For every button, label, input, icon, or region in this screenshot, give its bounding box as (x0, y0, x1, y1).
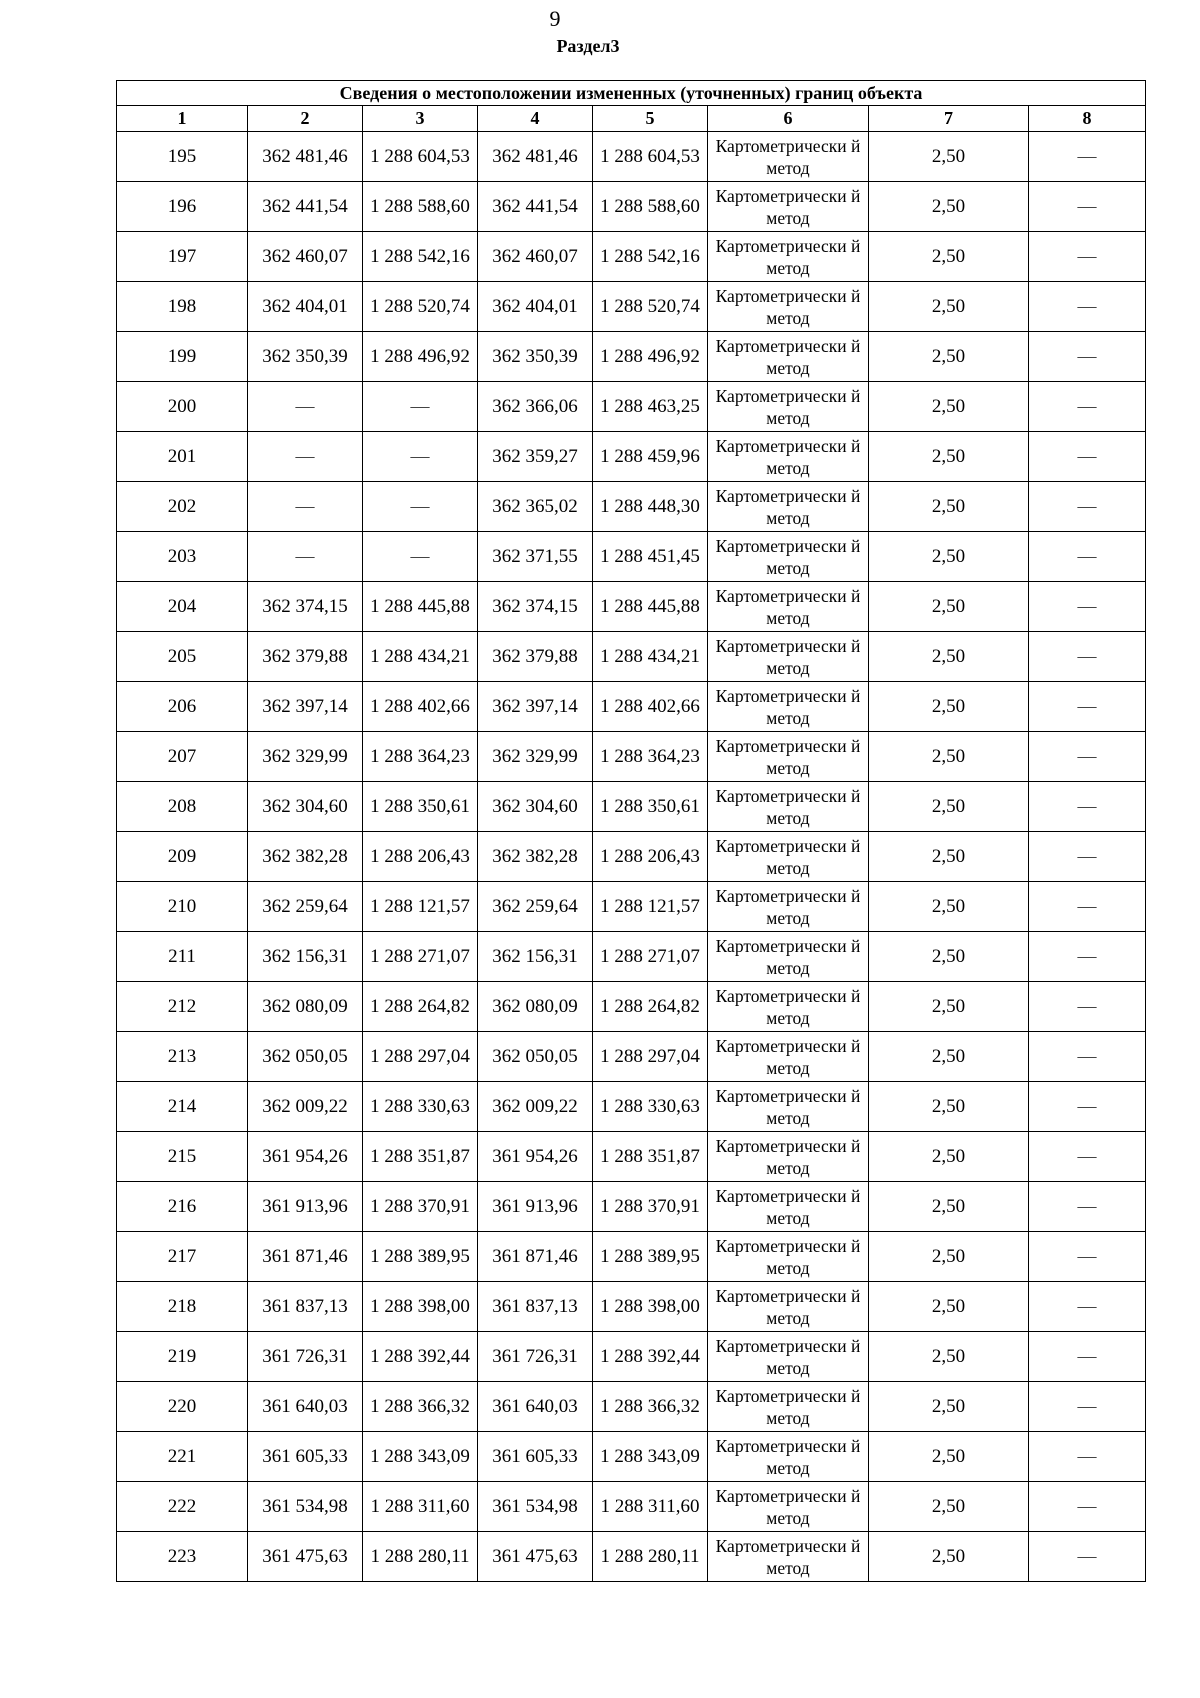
new-x-cell: 362 304,60 (478, 782, 593, 832)
point-number-cell: 200 (117, 382, 248, 432)
existing-x-cell: 361 640,03 (248, 1382, 363, 1432)
column-header: 5 (593, 106, 708, 132)
method-cell: Картометрически й метод (708, 1382, 869, 1432)
point-number-cell: 198 (117, 282, 248, 332)
existing-x-cell: — (248, 382, 363, 432)
accuracy-cell: 2,50 (869, 532, 1029, 582)
existing-y-cell: 1 288 330,63 (363, 1082, 478, 1132)
new-x-cell: 361 534,98 (478, 1482, 593, 1532)
method-cell: Картометрически й метод (708, 782, 869, 832)
new-x-cell: 362 374,15 (478, 582, 593, 632)
point-number-cell: 195 (117, 132, 248, 182)
description-cell: — (1029, 1132, 1146, 1182)
section-title: Раздел3 (556, 36, 620, 56)
point-number-cell: 206 (117, 682, 248, 732)
accuracy-cell: 2,50 (869, 1082, 1029, 1132)
existing-x-cell: — (248, 432, 363, 482)
accuracy-cell: 2,50 (869, 1182, 1029, 1232)
method-cell: Картометрически й метод (708, 732, 869, 782)
new-x-cell: 362 460,07 (478, 232, 593, 282)
description-cell: — (1029, 582, 1146, 632)
new-y-cell: 1 288 402,66 (593, 682, 708, 732)
new-y-cell: 1 288 271,07 (593, 932, 708, 982)
existing-y-cell: 1 288 398,00 (363, 1282, 478, 1332)
method-cell: Картометрически й метод (708, 882, 869, 932)
table-row (117, 482, 1146, 532)
description-cell: — (1029, 132, 1146, 182)
column-header: 2 (248, 106, 363, 132)
new-y-cell: 1 288 496,92 (593, 332, 708, 382)
existing-y-cell: — (363, 482, 478, 532)
new-x-cell: 361 837,13 (478, 1282, 593, 1332)
description-cell: — (1029, 1082, 1146, 1132)
method-cell: Картометрически й метод (708, 432, 869, 482)
existing-x-cell: 362 441,54 (248, 182, 363, 232)
method-cell: Картометрически й метод (708, 182, 869, 232)
new-x-cell: 361 726,31 (478, 1332, 593, 1382)
existing-y-cell: 1 288 280,11 (363, 1532, 478, 1582)
description-cell: — (1029, 882, 1146, 932)
new-y-cell: 1 288 206,43 (593, 832, 708, 882)
existing-x-cell: 361 913,96 (248, 1182, 363, 1232)
table-row (117, 1132, 1146, 1182)
existing-y-cell: 1 288 311,60 (363, 1482, 478, 1532)
accuracy-cell: 2,50 (869, 1332, 1029, 1382)
method-cell: Картометрически й метод (708, 132, 869, 182)
table-row (117, 1482, 1146, 1532)
existing-y-cell: 1 288 520,74 (363, 282, 478, 332)
description-cell: — (1029, 482, 1146, 532)
accuracy-cell: 2,50 (869, 582, 1029, 632)
new-x-cell: 362 329,99 (478, 732, 593, 782)
accuracy-cell: 2,50 (869, 232, 1029, 282)
column-header: 7 (869, 106, 1029, 132)
method-cell: Картометрически й метод (708, 1032, 869, 1082)
point-number-cell: 205 (117, 632, 248, 682)
existing-y-cell: 1 288 271,07 (363, 932, 478, 982)
table-row (117, 1082, 1146, 1132)
description-cell: — (1029, 282, 1146, 332)
new-y-cell: 1 288 366,32 (593, 1382, 708, 1432)
accuracy-cell: 2,50 (869, 1382, 1029, 1432)
table-row (117, 882, 1146, 932)
existing-x-cell: 362 259,64 (248, 882, 363, 932)
existing-y-cell: 1 288 264,82 (363, 982, 478, 1032)
point-number-cell: 221 (117, 1432, 248, 1482)
table-row (117, 932, 1146, 982)
existing-x-cell: 361 871,46 (248, 1232, 363, 1282)
new-x-cell: 362 365,02 (478, 482, 593, 532)
accuracy-cell: 2,50 (869, 1482, 1029, 1532)
table-row (117, 432, 1146, 482)
table-row (117, 1382, 1146, 1432)
new-x-cell: 362 050,05 (478, 1032, 593, 1082)
new-x-cell: 362 379,88 (478, 632, 593, 682)
method-cell: Картометрически й метод (708, 1232, 869, 1282)
description-cell: — (1029, 782, 1146, 832)
table-title-row (117, 81, 1146, 106)
existing-y-cell: 1 288 389,95 (363, 1232, 478, 1282)
existing-y-cell: — (363, 532, 478, 582)
description-cell: — (1029, 332, 1146, 382)
existing-x-cell: 362 009,22 (248, 1082, 363, 1132)
new-y-cell: 1 288 398,00 (593, 1282, 708, 1332)
new-y-cell: 1 288 542,16 (593, 232, 708, 282)
point-number-cell: 207 (117, 732, 248, 782)
existing-y-cell: 1 288 434,21 (363, 632, 478, 682)
description-cell: — (1029, 982, 1146, 1032)
description-cell: — (1029, 1232, 1146, 1282)
method-cell: Картометрически й метод (708, 1432, 869, 1482)
new-y-cell: 1 288 434,21 (593, 632, 708, 682)
new-x-cell: 362 397,14 (478, 682, 593, 732)
new-y-cell: 1 288 264,82 (593, 982, 708, 1032)
existing-x-cell: 362 397,14 (248, 682, 363, 732)
description-cell: — (1029, 532, 1146, 582)
description-cell: — (1029, 432, 1146, 482)
new-x-cell: 362 481,46 (478, 132, 593, 182)
accuracy-cell: 2,50 (869, 1132, 1029, 1182)
table-body (117, 132, 1146, 1582)
table-row (117, 632, 1146, 682)
description-cell: — (1029, 1482, 1146, 1532)
new-x-cell: 362 156,31 (478, 932, 593, 982)
existing-y-cell: — (363, 382, 478, 432)
new-x-cell: 361 475,63 (478, 1532, 593, 1582)
accuracy-cell: 2,50 (869, 282, 1029, 332)
existing-y-cell: 1 288 350,61 (363, 782, 478, 832)
table-row (117, 1332, 1146, 1382)
existing-x-cell: 362 404,01 (248, 282, 363, 332)
method-cell: Картометрически й метод (708, 1182, 869, 1232)
table-row (117, 182, 1146, 232)
point-number-cell: 199 (117, 332, 248, 382)
accuracy-cell: 2,50 (869, 882, 1029, 932)
method-cell: Картометрически й метод (708, 1332, 869, 1382)
column-header-row (117, 106, 1146, 132)
table-row (117, 582, 1146, 632)
accuracy-cell: 2,50 (869, 432, 1029, 482)
new-y-cell: 1 288 448,30 (593, 482, 708, 532)
method-cell: Картометрически й метод (708, 932, 869, 982)
accuracy-cell: 2,50 (869, 1532, 1029, 1582)
new-y-cell: 1 288 330,63 (593, 1082, 708, 1132)
new-x-cell: 362 366,06 (478, 382, 593, 432)
column-header: 8 (1029, 106, 1146, 132)
table-row (117, 782, 1146, 832)
table-row (117, 832, 1146, 882)
new-y-cell: 1 288 351,87 (593, 1132, 708, 1182)
description-cell: — (1029, 1282, 1146, 1332)
point-number-cell: 196 (117, 182, 248, 232)
point-number-cell: 212 (117, 982, 248, 1032)
point-number-cell: 216 (117, 1182, 248, 1232)
column-header: 3 (363, 106, 478, 132)
existing-x-cell: 362 382,28 (248, 832, 363, 882)
accuracy-cell: 2,50 (869, 832, 1029, 882)
existing-y-cell: 1 288 364,23 (363, 732, 478, 782)
method-cell: Картометрически й метод (708, 632, 869, 682)
existing-x-cell: 362 304,60 (248, 782, 363, 832)
existing-y-cell: 1 288 542,16 (363, 232, 478, 282)
point-number-cell: 211 (117, 932, 248, 982)
new-x-cell: 362 080,09 (478, 982, 593, 1032)
existing-y-cell: 1 288 297,04 (363, 1032, 478, 1082)
method-cell: Картометрически й метод (708, 232, 869, 282)
new-x-cell: 361 640,03 (478, 1382, 593, 1432)
existing-y-cell: 1 288 402,66 (363, 682, 478, 732)
existing-y-cell: 1 288 392,44 (363, 1332, 478, 1382)
existing-x-cell: 362 329,99 (248, 732, 363, 782)
existing-y-cell: 1 288 604,53 (363, 132, 478, 182)
new-y-cell: 1 288 463,25 (593, 382, 708, 432)
table-row (117, 982, 1146, 1032)
accuracy-cell: 2,50 (869, 682, 1029, 732)
description-cell: — (1029, 632, 1146, 682)
method-cell: Картометрически й метод (708, 1132, 869, 1182)
point-number-cell: 203 (117, 532, 248, 582)
existing-x-cell: 361 726,31 (248, 1332, 363, 1382)
column-header: 4 (478, 106, 593, 132)
accuracy-cell: 2,50 (869, 1282, 1029, 1332)
table-row (117, 1182, 1146, 1232)
new-y-cell: 1 288 370,91 (593, 1182, 708, 1232)
new-x-cell: 361 605,33 (478, 1432, 593, 1482)
existing-x-cell: 362 050,05 (248, 1032, 363, 1082)
new-y-cell: 1 288 445,88 (593, 582, 708, 632)
table-row (117, 382, 1146, 432)
new-x-cell: 361 954,26 (478, 1132, 593, 1182)
method-cell: Картометрически й метод (708, 1082, 869, 1132)
new-x-cell: 362 441,54 (478, 182, 593, 232)
new-x-cell: 361 871,46 (478, 1232, 593, 1282)
table-title: Сведения о местоположении измененных (уточненных) границ объекта (117, 81, 1146, 106)
accuracy-cell: 2,50 (869, 632, 1029, 682)
column-header: 1 (117, 106, 248, 132)
existing-y-cell: — (363, 432, 478, 482)
accuracy-cell: 2,50 (869, 782, 1029, 832)
existing-y-cell: 1 288 588,60 (363, 182, 478, 232)
existing-y-cell: 1 288 496,92 (363, 332, 478, 382)
table-row (117, 282, 1146, 332)
point-number-cell: 223 (117, 1532, 248, 1582)
point-number-cell: 213 (117, 1032, 248, 1082)
accuracy-cell: 2,50 (869, 332, 1029, 382)
description-cell: — (1029, 1032, 1146, 1082)
point-number-cell: 208 (117, 782, 248, 832)
existing-x-cell: 361 837,13 (248, 1282, 363, 1332)
new-y-cell: 1 288 520,74 (593, 282, 708, 332)
page-number: 9 (549, 6, 561, 31)
new-y-cell: 1 288 588,60 (593, 182, 708, 232)
existing-x-cell: 362 156,31 (248, 932, 363, 982)
new-y-cell: 1 288 604,53 (593, 132, 708, 182)
table-row (117, 132, 1146, 182)
existing-x-cell: 361 534,98 (248, 1482, 363, 1532)
method-cell: Картометрически й метод (708, 332, 869, 382)
point-number-cell: 218 (117, 1282, 248, 1332)
point-number-cell: 201 (117, 432, 248, 482)
accuracy-cell: 2,50 (869, 982, 1029, 1032)
new-y-cell: 1 288 280,11 (593, 1532, 708, 1582)
existing-y-cell: 1 288 343,09 (363, 1432, 478, 1482)
method-cell: Картометрически й метод (708, 582, 869, 632)
description-cell: — (1029, 182, 1146, 232)
existing-x-cell: — (248, 482, 363, 532)
existing-x-cell: 361 954,26 (248, 1132, 363, 1182)
existing-x-cell: 362 460,07 (248, 232, 363, 282)
method-cell: Картометрически й метод (708, 1532, 869, 1582)
existing-x-cell: 362 350,39 (248, 332, 363, 382)
method-cell: Картометрически й метод (708, 282, 869, 332)
accuracy-cell: 2,50 (869, 482, 1029, 532)
point-number-cell: 210 (117, 882, 248, 932)
existing-y-cell: 1 288 366,32 (363, 1382, 478, 1432)
method-cell: Картометрически й метод (708, 982, 869, 1032)
existing-x-cell: — (248, 532, 363, 582)
table-row (117, 1232, 1146, 1282)
description-cell: — (1029, 382, 1146, 432)
new-x-cell: 362 371,55 (478, 532, 593, 582)
method-cell: Картометрически й метод (708, 532, 869, 582)
description-cell: — (1029, 1182, 1146, 1232)
accuracy-cell: 2,50 (869, 382, 1029, 432)
existing-x-cell: 362 379,88 (248, 632, 363, 682)
point-number-cell: 219 (117, 1332, 248, 1382)
accuracy-cell: 2,50 (869, 1232, 1029, 1282)
description-cell: — (1029, 1332, 1146, 1382)
new-y-cell: 1 288 392,44 (593, 1332, 708, 1382)
new-y-cell: 1 288 459,96 (593, 432, 708, 482)
accuracy-cell: 2,50 (869, 1432, 1029, 1482)
point-number-cell: 217 (117, 1232, 248, 1282)
table-row (117, 532, 1146, 582)
new-x-cell: 361 913,96 (478, 1182, 593, 1232)
description-cell: — (1029, 732, 1146, 782)
method-cell: Картометрически й метод (708, 382, 869, 432)
description-cell: — (1029, 832, 1146, 882)
description-cell: — (1029, 932, 1146, 982)
method-cell: Картометрически й метод (708, 832, 869, 882)
existing-x-cell: 362 374,15 (248, 582, 363, 632)
point-number-cell: 220 (117, 1382, 248, 1432)
new-x-cell: 362 259,64 (478, 882, 593, 932)
method-cell: Картометрически й метод (708, 482, 869, 532)
point-number-cell: 202 (117, 482, 248, 532)
table-row (117, 332, 1146, 382)
point-number-cell: 209 (117, 832, 248, 882)
existing-y-cell: 1 288 370,91 (363, 1182, 478, 1232)
new-y-cell: 1 288 311,60 (593, 1482, 708, 1532)
existing-x-cell: 361 475,63 (248, 1532, 363, 1582)
point-number-cell: 215 (117, 1132, 248, 1182)
new-x-cell: 362 009,22 (478, 1082, 593, 1132)
existing-x-cell: 362 080,09 (248, 982, 363, 1032)
method-cell: Картометрически й метод (708, 1282, 869, 1332)
table-row (117, 1032, 1146, 1082)
column-header: 6 (708, 106, 869, 132)
new-y-cell: 1 288 389,95 (593, 1232, 708, 1282)
description-cell: — (1029, 1432, 1146, 1482)
new-x-cell: 362 404,01 (478, 282, 593, 332)
existing-y-cell: 1 288 206,43 (363, 832, 478, 882)
table-row (117, 232, 1146, 282)
description-cell: — (1029, 682, 1146, 732)
new-y-cell: 1 288 451,45 (593, 532, 708, 582)
existing-y-cell: 1 288 121,57 (363, 882, 478, 932)
point-number-cell: 197 (117, 232, 248, 282)
new-y-cell: 1 288 343,09 (593, 1432, 708, 1482)
table-row (117, 682, 1146, 732)
existing-x-cell: 361 605,33 (248, 1432, 363, 1482)
new-x-cell: 362 382,28 (478, 832, 593, 882)
description-cell: — (1029, 1382, 1146, 1432)
table-row (117, 1432, 1146, 1482)
new-x-cell: 362 359,27 (478, 432, 593, 482)
new-y-cell: 1 288 297,04 (593, 1032, 708, 1082)
new-y-cell: 1 288 364,23 (593, 732, 708, 782)
table-row (117, 1532, 1146, 1582)
method-cell: Картометрически й метод (708, 1482, 869, 1532)
accuracy-cell: 2,50 (869, 932, 1029, 982)
table-row (117, 732, 1146, 782)
description-cell: — (1029, 1532, 1146, 1582)
point-number-cell: 222 (117, 1482, 248, 1532)
existing-y-cell: 1 288 445,88 (363, 582, 478, 632)
accuracy-cell: 2,50 (869, 132, 1029, 182)
accuracy-cell: 2,50 (869, 732, 1029, 782)
point-number-cell: 204 (117, 582, 248, 632)
description-cell: — (1029, 232, 1146, 282)
point-number-cell: 214 (117, 1082, 248, 1132)
accuracy-cell: 2,50 (869, 182, 1029, 232)
new-y-cell: 1 288 350,61 (593, 782, 708, 832)
accuracy-cell: 2,50 (869, 1032, 1029, 1082)
new-y-cell: 1 288 121,57 (593, 882, 708, 932)
existing-x-cell: 362 481,46 (248, 132, 363, 182)
existing-y-cell: 1 288 351,87 (363, 1132, 478, 1182)
table-row (117, 1282, 1146, 1332)
boundary-coordinates-table (116, 80, 1146, 1582)
new-x-cell: 362 350,39 (478, 332, 593, 382)
method-cell: Картометрически й метод (708, 682, 869, 732)
